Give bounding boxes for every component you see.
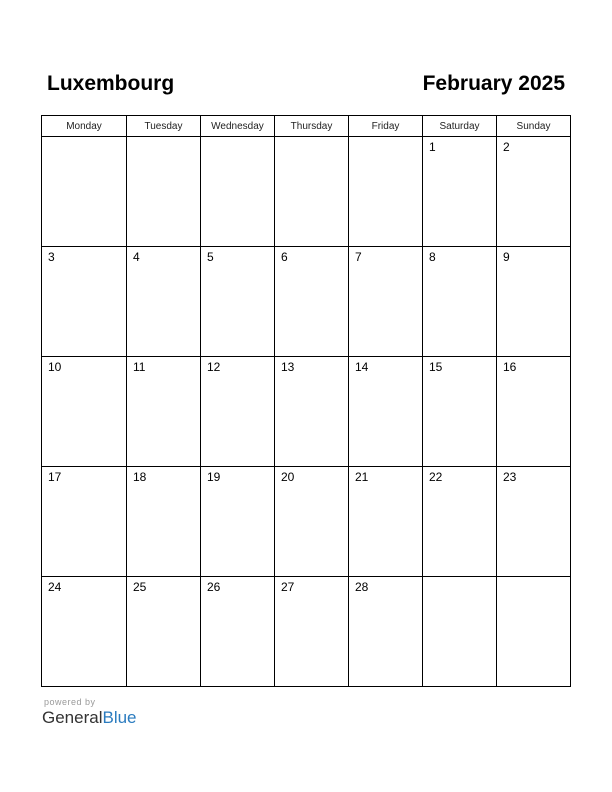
day-number: 9: [503, 250, 510, 264]
day-number: 3: [48, 250, 55, 264]
day-number: 11: [133, 360, 146, 374]
week-row: [42, 357, 571, 467]
day-number: [349, 137, 422, 141]
day-number: 15: [429, 360, 443, 374]
day-number: 24: [48, 580, 62, 594]
day-number: 2: [503, 140, 510, 154]
day-cell: [275, 577, 349, 687]
day-cell: [423, 577, 497, 687]
day-cell: [349, 137, 423, 247]
day-cell: [127, 137, 201, 247]
day-cell: [497, 577, 571, 687]
day-cell: [497, 357, 571, 467]
month-year-title: February 2025: [422, 72, 565, 95]
day-cell: [423, 467, 497, 577]
day-cell: [423, 247, 497, 357]
day-cell: [201, 467, 275, 577]
day-cell: [42, 137, 127, 247]
day-cell: [127, 467, 201, 577]
day-number: [423, 577, 496, 581]
day-cell: [423, 137, 497, 247]
day-number: 27: [281, 580, 295, 594]
day-number: 8: [429, 250, 436, 264]
day-number: 26: [207, 580, 221, 594]
day-number: 5: [207, 250, 214, 264]
day-cell: [201, 577, 275, 687]
day-cell: [201, 247, 275, 357]
day-cell: [201, 357, 275, 467]
day-cell: [127, 577, 201, 687]
brand-part-blue: Blue: [102, 708, 137, 727]
day-cell: [275, 247, 349, 357]
day-number: [201, 137, 274, 141]
weekday-header: Thursday: [275, 116, 349, 137]
day-cell: [497, 247, 571, 357]
day-number: [42, 137, 126, 141]
day-cell: [497, 137, 571, 247]
week-row: [42, 467, 571, 577]
day-cell: [349, 467, 423, 577]
day-number: 28: [355, 580, 369, 594]
day-number: 18: [133, 470, 147, 484]
day-cell: [42, 357, 127, 467]
day-cell: [42, 247, 127, 357]
day-number: [275, 137, 348, 141]
day-number: [127, 137, 200, 141]
day-cell: [275, 467, 349, 577]
day-cell: [497, 467, 571, 577]
calendar-grid: [41, 115, 571, 687]
weekday-header: Monday: [42, 116, 127, 137]
day-cell: [275, 137, 349, 247]
day-number: 1: [429, 140, 436, 154]
brand-part-general: General: [42, 708, 103, 727]
day-number: 6: [281, 250, 288, 264]
country-title: Luxembourg: [47, 72, 175, 95]
powered-by-label: powered by: [44, 697, 96, 707]
day-cell: [349, 577, 423, 687]
day-number: 12: [207, 360, 221, 374]
day-number: 14: [355, 360, 369, 374]
day-number: 19: [207, 470, 221, 484]
day-number: 23: [503, 470, 517, 484]
week-row: [42, 577, 571, 687]
day-number: 17: [48, 470, 62, 484]
day-cell: [275, 357, 349, 467]
weekday-header: Wednesday: [201, 116, 275, 137]
day-number: 21: [355, 470, 369, 484]
generalblue-logo[interactable]: [42, 708, 137, 728]
weekday-header: Saturday: [423, 116, 497, 137]
day-number: 16: [503, 360, 517, 374]
day-cell: [201, 137, 275, 247]
day-cell: [42, 577, 127, 687]
day-number: 20: [281, 470, 295, 484]
day-number: 13: [281, 360, 295, 374]
day-cell: [42, 467, 127, 577]
day-cell: [349, 357, 423, 467]
day-cell: [423, 357, 497, 467]
weekday-header: Friday: [349, 116, 423, 137]
day-number: [497, 577, 570, 581]
day-cell: [127, 357, 201, 467]
day-cell: [349, 247, 423, 357]
day-number: 10: [48, 360, 62, 374]
weekday-header: Sunday: [497, 116, 571, 137]
day-number: 7: [355, 250, 362, 264]
day-cell: [127, 247, 201, 357]
day-number: 22: [429, 470, 443, 484]
week-row: [42, 137, 571, 247]
weekday-header-row: [42, 116, 571, 137]
week-row: [42, 247, 571, 357]
day-number: 25: [133, 580, 147, 594]
weekday-header: Tuesday: [127, 116, 201, 137]
day-number: 4: [133, 250, 140, 264]
